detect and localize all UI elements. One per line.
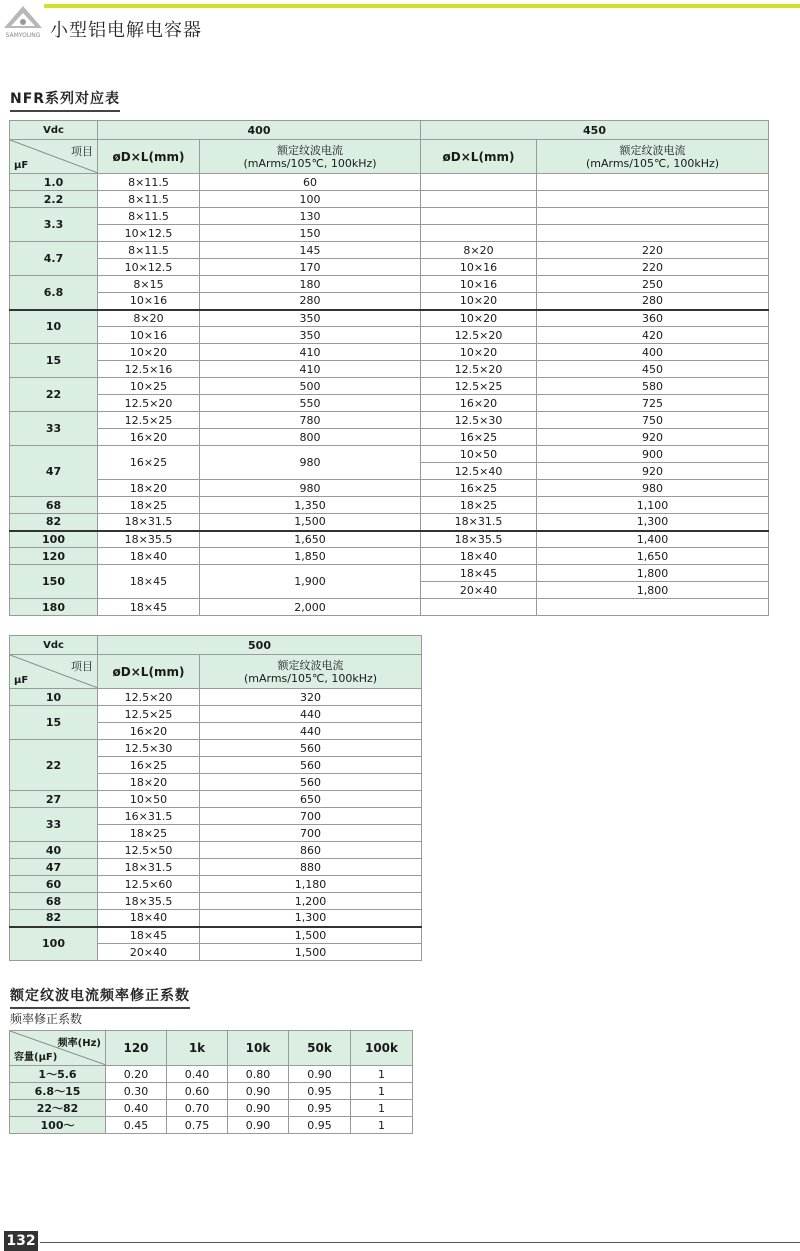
capacitance-cell: 4.7 [10, 242, 98, 276]
header-vdc: Vdc [10, 636, 98, 655]
ripple-cell: 580 [537, 378, 769, 395]
header-frequency-cell: 100k [351, 1031, 413, 1066]
capacitance-cell: 27 [10, 791, 98, 808]
dimension-cell: 12.5×20 [98, 689, 200, 706]
capacitance-cell: 68 [10, 893, 98, 910]
capacitance-cell: 40 [10, 842, 98, 859]
ripple-cell: 1,800 [537, 565, 769, 582]
coefficient-cell: 0.40 [167, 1066, 228, 1083]
table-row [10, 293, 769, 310]
dimension-cell: 18×35.5 [421, 531, 537, 548]
header-corner-cell [10, 1031, 106, 1066]
ripple-cell: 980 [200, 446, 421, 480]
capacitance-cell: 33 [10, 808, 98, 842]
capacitance-cell: 22 [10, 740, 98, 791]
coefficient-cell: 1 [351, 1066, 413, 1083]
ripple-label-line2: (mArms/105℃, 100kHz) [585, 156, 720, 170]
capacitance-cell: 47 [10, 859, 98, 876]
corner-label-capacitance: 容量(μF) [14, 1052, 58, 1063]
ripple-cell: 920 [537, 429, 769, 446]
dimension-cell: 8×11.5 [98, 208, 200, 225]
coefficient-cell: 0.80 [228, 1066, 289, 1083]
ripple-cell: 1,500 [200, 514, 421, 531]
coefficient-cell: 0.90 [228, 1117, 289, 1134]
dimension-cell [421, 208, 537, 225]
ripple-cell: 860 [200, 842, 422, 859]
table-row [10, 1083, 413, 1100]
table-row [10, 497, 769, 514]
corner-label-item: 项目 [71, 660, 93, 673]
header-frequency-cell: 10k [228, 1031, 289, 1066]
ripple-cell: 1,900 [200, 565, 421, 599]
dimension-cell: 18×40 [98, 910, 200, 927]
table-row [10, 480, 769, 497]
dimension-cell: 18×45 [421, 565, 537, 582]
dimension-cell: 12.5×40 [421, 463, 537, 480]
coefficient-cell: 1 [351, 1117, 413, 1134]
table-row [10, 361, 769, 378]
table-row [10, 412, 769, 429]
dimension-cell: 18×20 [98, 774, 200, 791]
logo-text: SAMYOUNG [5, 32, 41, 39]
dimension-cell: 16×25 [421, 480, 537, 497]
corner-label-item: 项目 [71, 145, 93, 158]
coefficient-cell: 0.60 [167, 1083, 228, 1100]
ripple-cell: 350 [200, 310, 421, 327]
dimension-cell: 10×20 [421, 344, 537, 361]
page-number: 132 [4, 1231, 38, 1251]
dimension-cell: 18×25 [98, 497, 200, 514]
dimension-cell: 18×45 [98, 599, 200, 616]
footer-divider [40, 1242, 800, 1243]
ripple-cell: 1,400 [537, 531, 769, 548]
coefficient-cell: 0.70 [167, 1100, 228, 1117]
table-row [10, 429, 769, 446]
ripple-cell: 1,500 [200, 944, 422, 961]
ripple-cell: 130 [200, 208, 421, 225]
ripple-cell: 560 [200, 757, 422, 774]
dimension-cell: 18×25 [421, 497, 537, 514]
table-row [10, 208, 769, 225]
ripple-cell: 1,100 [537, 497, 769, 514]
capacitance-cell: 180 [10, 599, 98, 616]
dimension-cell [421, 225, 537, 242]
dimension-cell: 18×40 [98, 548, 200, 565]
ripple-label-line2: (mArms/105℃, 100kHz) [243, 671, 378, 685]
coefficient-cell: 0.90 [289, 1066, 351, 1083]
ripple-cell: 700 [200, 808, 422, 825]
ripple-cell: 400 [537, 344, 769, 361]
table-row [10, 310, 769, 327]
table-row [10, 689, 422, 706]
dimension-cell: 12.5×20 [421, 361, 537, 378]
capacitance-cell: 82 [10, 514, 98, 531]
ripple-cell: 900 [537, 446, 769, 463]
dimension-cell: 18×25 [98, 825, 200, 842]
ripple-cell: 100 [200, 191, 421, 208]
header-accent-bar [44, 4, 800, 8]
ripple-cell [537, 191, 769, 208]
subtitle-frequency-coefficient: 频率修正系数 [10, 1012, 83, 1026]
capacitance-cell: 60 [10, 876, 98, 893]
ripple-cell: 880 [200, 859, 422, 876]
table-row [10, 706, 422, 723]
dimension-cell: 8×11.5 [98, 242, 200, 259]
ripple-cell: 725 [537, 395, 769, 412]
ripple-cell: 280 [200, 293, 421, 310]
ripple-cell: 1,180 [200, 876, 422, 893]
header-ripple-current [200, 140, 421, 174]
capacitance-cell: 47 [10, 446, 98, 497]
capacitance-cell: 33 [10, 412, 98, 446]
header-ripple-current [200, 655, 422, 689]
ripple-cell: 180 [200, 276, 421, 293]
dimension-cell: 18×31.5 [421, 514, 537, 531]
dimension-cell: 12.5×50 [98, 842, 200, 859]
ripple-cell: 750 [537, 412, 769, 429]
ripple-cell [537, 208, 769, 225]
ripple-cell: 1,300 [200, 910, 422, 927]
table-row [10, 808, 422, 825]
header-frequency-cell: 120 [106, 1031, 167, 1066]
ripple-label-line1: 额定纹波电流 [277, 658, 344, 672]
ripple-cell: 2,000 [200, 599, 421, 616]
table-row [10, 740, 422, 757]
samyoung-logo-icon [2, 4, 44, 40]
table-row [10, 514, 769, 531]
ripple-cell: 440 [200, 723, 422, 740]
coefficient-cell: 0.75 [167, 1117, 228, 1134]
coefficient-cell: 0.95 [289, 1117, 351, 1134]
dimension-cell: 12.5×25 [98, 412, 200, 429]
ripple-cell: 220 [537, 259, 769, 276]
dimension-cell [421, 599, 537, 616]
section-title-frequency: 额定纹波电流频率修正系数 [10, 985, 190, 1009]
table-row [10, 927, 422, 944]
capacitance-cell: 10 [10, 310, 98, 344]
coefficient-cell: 1 [351, 1083, 413, 1100]
capacitance-cell: 100 [10, 927, 98, 961]
dimension-cell: 20×40 [421, 582, 537, 599]
capacitance-cell: 2.2 [10, 191, 98, 208]
ripple-cell: 145 [200, 242, 421, 259]
table-row [10, 531, 769, 548]
header-voltage-400: 400 [98, 121, 421, 140]
coefficient-cell: 0.20 [106, 1066, 167, 1083]
table-row [10, 1117, 413, 1134]
table-row [10, 395, 769, 412]
table-row [10, 893, 422, 910]
ripple-cell: 150 [200, 225, 421, 242]
capacitance-range-cell: 1～5.6 [10, 1066, 106, 1083]
ripple-cell: 1,650 [537, 548, 769, 565]
ripple-cell: 700 [200, 825, 422, 842]
dimension-cell: 18×35.5 [98, 531, 200, 548]
capacitance-cell: 10 [10, 689, 98, 706]
table-row [10, 859, 422, 876]
ripple-cell: 1,800 [537, 582, 769, 599]
coefficient-cell: 0.30 [106, 1083, 167, 1100]
capacitance-cell: 3.3 [10, 208, 98, 242]
ripple-cell: 220 [537, 242, 769, 259]
capacitance-cell: 68 [10, 497, 98, 514]
nfr-table-400-450 [9, 120, 769, 616]
dimension-cell: 12.5×30 [98, 740, 200, 757]
table-row [10, 225, 769, 242]
header-ripple-current [537, 140, 769, 174]
page-header [0, 0, 800, 44]
dimension-cell: 16×25 [421, 429, 537, 446]
dimension-cell: 10×12.5 [98, 259, 200, 276]
dimension-cell: 10×20 [98, 344, 200, 361]
header-dimension: øD×L(mm) [98, 140, 200, 174]
table-row [10, 378, 769, 395]
ripple-label-line2: (mArms/105℃, 100kHz) [243, 156, 377, 170]
dimension-cell: 12.5×25 [98, 706, 200, 723]
dimension-cell: 10×50 [421, 446, 537, 463]
dimension-cell: 16×20 [421, 395, 537, 412]
dimension-cell [421, 191, 537, 208]
dimension-cell: 8×11.5 [98, 174, 200, 191]
dimension-cell: 18×45 [98, 927, 200, 944]
dimension-cell: 10×16 [421, 259, 537, 276]
dimension-cell: 16×31.5 [98, 808, 200, 825]
ripple-cell: 320 [200, 689, 422, 706]
coefficient-cell: 0.90 [228, 1083, 289, 1100]
page-title: 小型铝电解电容器 [50, 20, 202, 41]
ripple-cell: 1,850 [200, 548, 421, 565]
ripple-cell: 280 [537, 293, 769, 310]
ripple-cell: 980 [200, 480, 421, 497]
dimension-cell: 8×15 [98, 276, 200, 293]
table-row [10, 1066, 413, 1083]
ripple-cell: 1,650 [200, 531, 421, 548]
ripple-cell: 250 [537, 276, 769, 293]
corner-label-uf: μF [14, 675, 29, 686]
table-row [10, 876, 422, 893]
table-row [10, 842, 422, 859]
nfr-table-500 [9, 635, 422, 961]
capacitance-cell: 6.8 [10, 276, 98, 310]
coefficient-cell: 0.45 [106, 1117, 167, 1134]
ripple-cell: 1,300 [537, 514, 769, 531]
coefficient-cell: 0.95 [289, 1100, 351, 1117]
dimension-cell: 18×31.5 [98, 514, 200, 531]
dimension-cell: 10×16 [421, 276, 537, 293]
coefficient-cell: 0.95 [289, 1083, 351, 1100]
ripple-cell: 650 [200, 791, 422, 808]
ripple-cell: 1,200 [200, 893, 422, 910]
header-vdc: Vdc [10, 121, 98, 140]
dimension-cell: 18×31.5 [98, 859, 200, 876]
dimension-cell: 12.5×30 [421, 412, 537, 429]
corner-label-frequency: 频率(Hz) [57, 1038, 101, 1049]
frequency-coefficient-table [9, 1030, 413, 1134]
capacitance-range-cell: 6.8～15 [10, 1083, 106, 1100]
ripple-cell: 420 [537, 327, 769, 344]
ripple-cell: 560 [200, 740, 422, 757]
ripple-cell: 60 [200, 174, 421, 191]
dimension-cell: 12.5×20 [98, 395, 200, 412]
capacitance-cell: 15 [10, 344, 98, 378]
coefficient-cell: 0.40 [106, 1100, 167, 1117]
dimension-cell: 12.5×25 [421, 378, 537, 395]
capacitance-cell: 82 [10, 910, 98, 927]
ripple-cell: 920 [537, 463, 769, 480]
ripple-cell: 1,500 [200, 927, 422, 944]
ripple-cell: 550 [200, 395, 421, 412]
dimension-cell: 20×40 [98, 944, 200, 961]
table-row [10, 565, 769, 582]
table-row [10, 791, 422, 808]
dimension-cell [421, 174, 537, 191]
coefficient-cell: 1 [351, 1100, 413, 1117]
dimension-cell: 10×20 [421, 293, 537, 310]
dimension-cell: 10×16 [98, 293, 200, 310]
table-row [10, 191, 769, 208]
table-row [10, 548, 769, 565]
ripple-cell: 410 [200, 361, 421, 378]
dimension-cell: 10×20 [421, 310, 537, 327]
header-corner-cell [10, 655, 98, 689]
dimension-cell: 18×45 [98, 565, 200, 599]
dimension-cell: 10×25 [98, 378, 200, 395]
capacitance-cell: 120 [10, 548, 98, 565]
dimension-cell: 12.5×20 [421, 327, 537, 344]
ripple-cell: 440 [200, 706, 422, 723]
dimension-cell: 10×16 [98, 327, 200, 344]
table-row [10, 446, 769, 463]
dimension-cell: 16×25 [98, 446, 200, 480]
table-row [10, 344, 769, 361]
table-row [10, 259, 769, 276]
header-voltage-450: 450 [421, 121, 769, 140]
table-row [10, 599, 769, 616]
dimension-cell: 16×25 [98, 757, 200, 774]
capacitance-range-cell: 100～ [10, 1117, 106, 1134]
table-row [10, 910, 422, 927]
ripple-label-line1: 额定纹波电流 [619, 143, 686, 157]
coefficient-cell: 0.90 [228, 1100, 289, 1117]
dimension-cell: 8×20 [98, 310, 200, 327]
ripple-cell: 780 [200, 412, 421, 429]
dimension-cell: 8×11.5 [98, 191, 200, 208]
dimension-cell: 8×20 [421, 242, 537, 259]
capacitance-cell: 150 [10, 565, 98, 599]
ripple-cell: 1,350 [200, 497, 421, 514]
capacitance-range-cell: 22～82 [10, 1100, 106, 1117]
dimension-cell: 12.5×60 [98, 876, 200, 893]
dimension-cell: 10×12.5 [98, 225, 200, 242]
ripple-cell [537, 225, 769, 242]
header-dimension: øD×L(mm) [421, 140, 537, 174]
ripple-cell: 410 [200, 344, 421, 361]
ripple-cell: 360 [537, 310, 769, 327]
table-row [10, 174, 769, 191]
header-corner-cell [10, 140, 98, 174]
ripple-cell: 450 [537, 361, 769, 378]
ripple-cell [537, 599, 769, 616]
dimension-cell: 18×40 [421, 548, 537, 565]
dimension-cell: 10×50 [98, 791, 200, 808]
ripple-cell [537, 174, 769, 191]
dimension-cell: 16×20 [98, 429, 200, 446]
table-row [10, 276, 769, 293]
table-row [10, 327, 769, 344]
capacitance-cell: 100 [10, 531, 98, 548]
corner-label-uf: μF [14, 160, 29, 171]
ripple-cell: 560 [200, 774, 422, 791]
dimension-cell: 16×20 [98, 723, 200, 740]
table-row [10, 1100, 413, 1117]
ripple-cell: 170 [200, 259, 421, 276]
ripple-cell: 800 [200, 429, 421, 446]
dimension-cell: 12.5×16 [98, 361, 200, 378]
ripple-label-line1: 额定纹波电流 [277, 143, 343, 157]
capacitance-cell: 22 [10, 378, 98, 412]
header-voltage-500: 500 [98, 636, 422, 655]
capacitance-cell: 1.0 [10, 174, 98, 191]
table-row [10, 242, 769, 259]
ripple-cell: 350 [200, 327, 421, 344]
section-title-nfr: NFR系列对应表 [10, 88, 120, 112]
header-frequency-cell: 50k [289, 1031, 351, 1066]
ripple-cell: 980 [537, 480, 769, 497]
dimension-cell: 18×20 [98, 480, 200, 497]
dimension-cell: 18×35.5 [98, 893, 200, 910]
header-frequency-cell: 1k [167, 1031, 228, 1066]
header-dimension: øD×L(mm) [98, 655, 200, 689]
capacitance-cell: 15 [10, 706, 98, 740]
ripple-cell: 500 [200, 378, 421, 395]
